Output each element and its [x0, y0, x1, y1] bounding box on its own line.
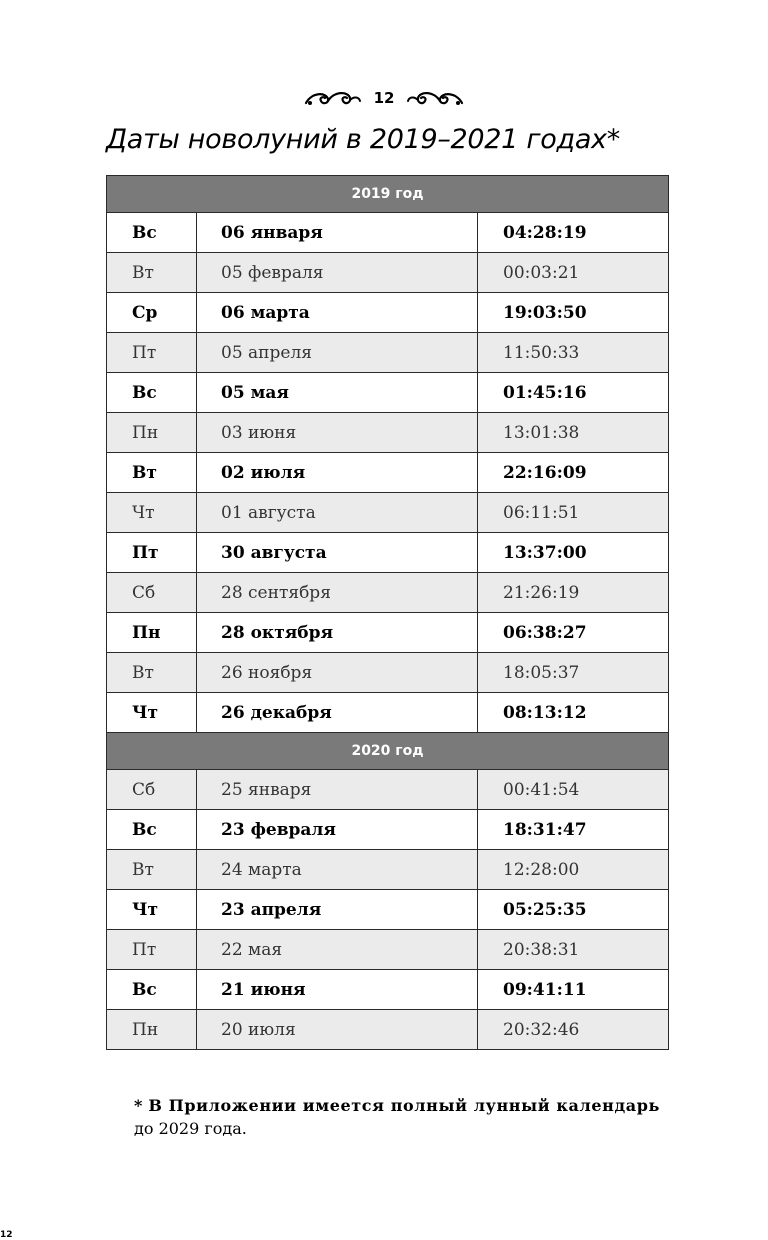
date-cell: 21 июня: [197, 970, 478, 1010]
table-row: [107, 613, 669, 653]
time-cell: 09:41:11: [478, 970, 669, 1010]
table-row: [107, 213, 669, 253]
date-cell: 02 июля: [197, 453, 478, 493]
table-row: [107, 373, 669, 413]
time-cell: 13:01:38: [478, 413, 669, 453]
time-cell: 12:28:00: [478, 850, 669, 890]
page-title: Даты новолуний в 2019–2021 годах*: [106, 124, 620, 155]
date-cell: 05 апреля: [197, 333, 478, 373]
table-row: [107, 333, 669, 373]
date-cell: 06 января: [197, 213, 478, 253]
weekday-cell: Вт: [107, 253, 197, 293]
weekday-cell: Чт: [107, 890, 197, 930]
weekday-cell: Сб: [107, 770, 197, 810]
new-moon-table: [106, 175, 669, 1050]
date-cell: 20 июля: [197, 1010, 478, 1050]
date-cell: 05 февраля: [197, 253, 478, 293]
table-row: [107, 850, 669, 890]
weekday-cell: Пт: [107, 930, 197, 970]
time-cell: 13:37:00: [478, 533, 669, 573]
weekday-cell: Вс: [107, 810, 197, 850]
time-cell: 06:38:27: [478, 613, 669, 653]
time-cell: 06:11:51: [478, 493, 669, 533]
weekday-cell: Пн: [107, 1010, 197, 1050]
table-row: [107, 890, 669, 930]
time-cell: 04:28:19: [478, 213, 669, 253]
weekday-cell: Вт: [107, 850, 197, 890]
table-row: [107, 970, 669, 1010]
year-header: 2020 год: [107, 733, 669, 770]
table-row: [107, 1010, 669, 1050]
time-cell: 20:32:46: [478, 1010, 669, 1050]
year-header-row: [107, 733, 669, 770]
time-cell: 18:05:37: [478, 653, 669, 693]
date-cell: 24 марта: [197, 850, 478, 890]
weekday-cell: Сб: [107, 573, 197, 613]
time-cell: 20:38:31: [478, 930, 669, 970]
weekday-cell: Вс: [107, 213, 197, 253]
page-number: 12: [373, 89, 395, 107]
table-row: [107, 253, 669, 293]
table-row: [107, 693, 669, 733]
table-row: [107, 653, 669, 693]
scroll-ornament-icon: [406, 88, 464, 108]
footnote: [134, 1094, 668, 1140]
year-header: 2019 год: [107, 176, 669, 213]
date-cell: 03 июня: [197, 413, 478, 453]
footnote-mark: *: [134, 1096, 143, 1115]
page-header: [0, 86, 768, 110]
weekday-cell: Пн: [107, 613, 197, 653]
scroll-ornament-icon: [304, 88, 362, 108]
table-row: [107, 493, 669, 533]
date-cell: 30 августа: [197, 533, 478, 573]
date-cell: 28 сентября: [197, 573, 478, 613]
time-cell: 22:16:09: [478, 453, 669, 493]
table-row: [107, 533, 669, 573]
weekday-cell: Ср: [107, 293, 197, 333]
time-cell: 19:03:50: [478, 293, 669, 333]
time-cell: 01:45:16: [478, 373, 669, 413]
weekday-cell: Пн: [107, 413, 197, 453]
time-cell: 05:25:35: [478, 890, 669, 930]
date-cell: 22 мая: [197, 930, 478, 970]
weekday-cell: Вс: [107, 970, 197, 1010]
time-cell: 00:03:21: [478, 253, 669, 293]
footnote-bold-text: В Приложении имеется полный лунный календарь: [148, 1096, 660, 1115]
date-cell: 25 января: [197, 770, 478, 810]
table-row: [107, 453, 669, 493]
time-cell: 11:50:33: [478, 333, 669, 373]
year-header-row: [107, 176, 669, 213]
date-cell: 23 февраля: [197, 810, 478, 850]
date-cell: 05 мая: [197, 373, 478, 413]
table-row: [107, 770, 669, 810]
weekday-cell: Чт: [107, 693, 197, 733]
weekday-cell: Чт: [107, 493, 197, 533]
table-row: [107, 573, 669, 613]
weekday-cell: Пт: [107, 333, 197, 373]
weekday-cell: Вс: [107, 373, 197, 413]
table-row: [107, 413, 669, 453]
time-cell: 00:41:54: [478, 770, 669, 810]
date-cell: 23 апреля: [197, 890, 478, 930]
time-cell: 18:31:47: [478, 810, 669, 850]
date-cell: 26 декабря: [197, 693, 478, 733]
date-cell: 28 октября: [197, 613, 478, 653]
weekday-cell: Пт: [107, 533, 197, 573]
date-cell: 01 августа: [197, 493, 478, 533]
time-cell: 21:26:19: [478, 573, 669, 613]
date-cell: 26 ноября: [197, 653, 478, 693]
table-row: [107, 293, 669, 333]
table-row: [107, 810, 669, 850]
weekday-cell: Вт: [107, 453, 197, 493]
date-cell: 06 марта: [197, 293, 478, 333]
footnote-rest-text: до 2029 года.: [134, 1119, 247, 1138]
weekday-cell: Вт: [107, 653, 197, 693]
table-row: [107, 930, 669, 970]
time-cell: 08:13:12: [478, 693, 669, 733]
folio-number: 12: [0, 1230, 13, 1240]
